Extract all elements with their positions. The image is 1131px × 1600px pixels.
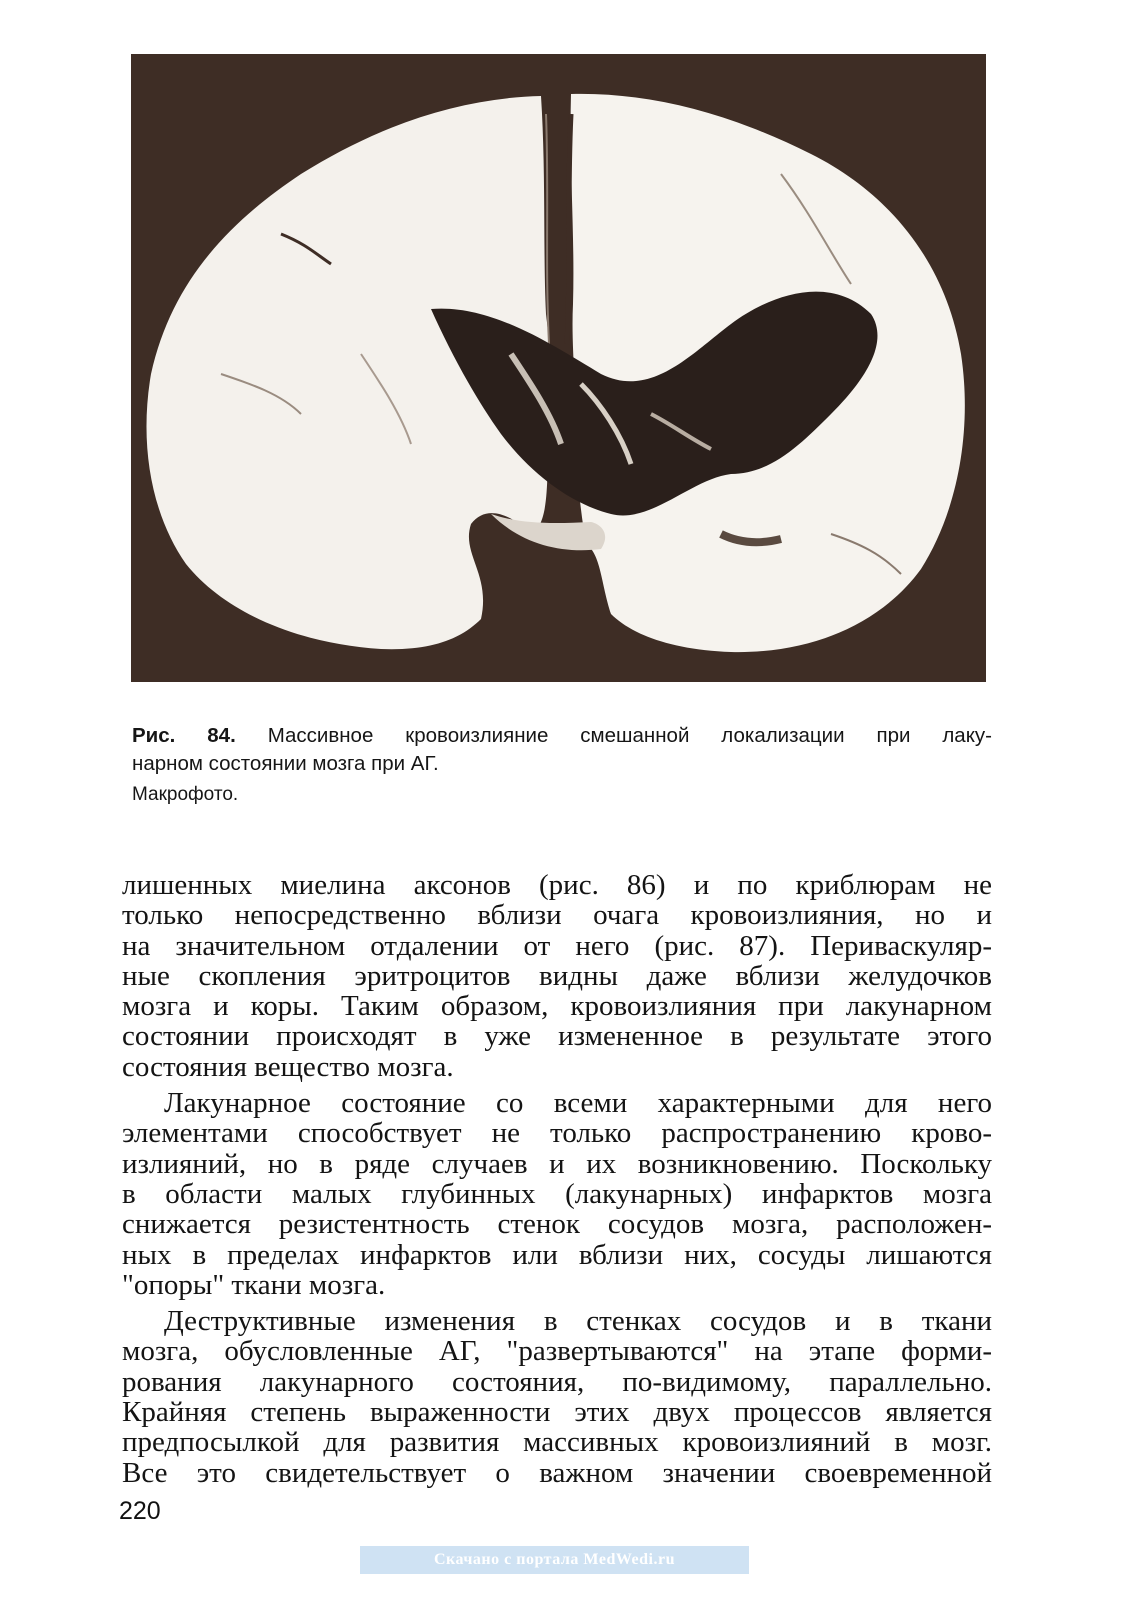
text-line: мозга и коры. Таким образом, кровоизлияния при лакунарном xyxy=(122,990,992,1023)
paragraph xyxy=(122,870,992,1082)
caption-line-2: нарном состоянии мозга при АГ. xyxy=(132,752,439,775)
page-number: 220 xyxy=(119,1497,161,1525)
text-line: состоянии происходят в уже измененное в результате этого xyxy=(122,1020,992,1053)
paragraph xyxy=(122,1306,992,1488)
text-line: лишенных миелина аксонов (рис. 86) и по криблюрам не xyxy=(122,869,992,901)
figure-label: Рис. 84. xyxy=(132,724,236,747)
caption-line-1 xyxy=(132,722,992,750)
brain-macrophoto xyxy=(131,54,986,682)
watermark-banner: Скачано с портала MedWedi.ru xyxy=(360,1546,749,1574)
caption-text-1: Массивное кровоизлияние смешанной локализации при лаку- xyxy=(267,724,992,747)
text-line: ные скопления эритроцитов видны даже вблизи желудочков xyxy=(122,959,992,992)
text-line: элементами способствует не только распространению крово- xyxy=(122,1117,992,1150)
text-line: предпосылкой для развития массивных кровоизлияний в мозг. xyxy=(122,1426,992,1459)
text-line: "опоры" ткани мозга. xyxy=(122,1268,386,1301)
text-line: Лакунарное состояние со всеми характерными для него xyxy=(164,1087,992,1120)
text-line: Крайняя степень выраженности этих двух процессов является xyxy=(122,1396,992,1429)
text-line: Все это свидетельствует о важном значении своевременной xyxy=(122,1456,992,1489)
text-line: мозга, обусловленные АГ, "развертываются" на этапе форми- xyxy=(122,1335,992,1368)
text-line: ных в пределах инфарктов или вблизи них, сосуды лишаются xyxy=(122,1238,992,1271)
text-line: в области малых глубинных (лакунарных) инфарктов мозга xyxy=(122,1177,992,1210)
paragraph xyxy=(122,1088,992,1300)
caption-note: Макрофото. xyxy=(132,784,239,805)
text-line: Деструктивные изменения в стенках сосудов и в ткани xyxy=(164,1305,992,1338)
brain-section-illustration xyxy=(131,54,986,682)
body-text xyxy=(122,870,992,1488)
text-line: состояния вещество мозга. xyxy=(122,1050,454,1083)
text-line: на значительном отдалении от него (рис. 87). Периваскуляр- xyxy=(122,929,992,962)
text-line: рования лакунарного состояния, по-видимому, параллельно. xyxy=(122,1365,992,1398)
figure-caption xyxy=(132,722,992,809)
text-line: только непосредственно вблизи очага кровоизлияния, но и xyxy=(122,899,992,932)
text-line: излияний, но в ряде случаев и их возникновению. Поскольку xyxy=(122,1147,992,1180)
text-line: снижается резистентность стенок сосудов мозга, расположен- xyxy=(122,1208,992,1241)
